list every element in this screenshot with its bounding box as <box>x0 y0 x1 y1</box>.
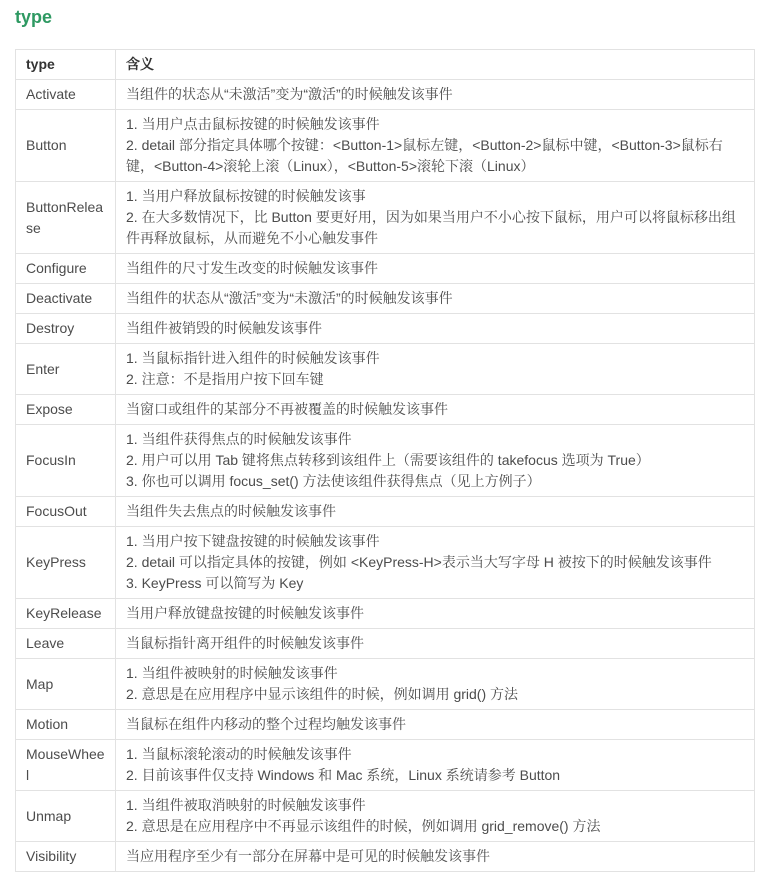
meaning-line: 1. 当组件被映射的时候触发该事件 <box>126 665 338 681</box>
table-row <box>16 80 755 110</box>
event-type-cell: Unmap <box>16 791 116 842</box>
event-type-cell: Configure <box>16 254 116 284</box>
event-meaning-cell <box>116 80 755 110</box>
event-meaning-cell <box>116 344 755 395</box>
table-row <box>16 284 755 314</box>
meaning-line: 当鼠标在组件内移动的整个过程均触发该事件 <box>126 716 406 732</box>
meaning-line: 1. 当用户点击鼠标按键的时候触发该事件 <box>126 116 380 132</box>
meaning-line: 1. 当鼠标指针进入组件的时候触发该事件 <box>126 350 380 366</box>
table-row <box>16 182 755 254</box>
table-row <box>16 344 755 395</box>
event-type-cell: Visibility <box>16 842 116 872</box>
table-row <box>16 497 755 527</box>
table-row <box>16 740 755 791</box>
table-row <box>16 710 755 740</box>
event-meaning-cell <box>116 791 755 842</box>
event-type-cell: Destroy <box>16 314 116 344</box>
table-row <box>16 599 755 629</box>
event-type-cell: KeyRelease <box>16 599 116 629</box>
table-body <box>16 80 755 872</box>
meaning-line: 当鼠标指针离开组件的时候触发该事件 <box>126 635 364 651</box>
meaning-line: 当组件失去焦点的时候触发该事件 <box>126 503 336 519</box>
table-header-row <box>16 50 755 80</box>
meaning-line: 1. 当用户按下键盘按键的时候触发该事件 <box>126 533 380 549</box>
table-row <box>16 254 755 284</box>
event-type-cell: FocusIn <box>16 425 116 497</box>
meaning-line: 当窗口或组件的某部分不再被覆盖的时候触发该事件 <box>126 401 448 417</box>
event-type-cell: ButtonRelease <box>16 182 116 254</box>
column-header-meaning: 含义 <box>116 50 755 80</box>
meaning-line: 2. 在大多数情况下，比 Button 要更好用，因为如果当用户不小心按下鼠标，用户可以将鼠标移出组件再释放鼠标，从而避免不小心触发事件 <box>126 209 736 246</box>
event-type-cell: MouseWheel <box>16 740 116 791</box>
meaning-line: 2. detail 可以指定具体的按键，例如 <KeyPress-H>表示当大写字母 H 被按下的时候触发该事件 <box>126 554 712 570</box>
event-type-cell: Enter <box>16 344 116 395</box>
meaning-line: 3. KeyPress 可以简写为 Key <box>126 575 304 591</box>
meaning-line: 当组件的状态从“激活”变为“未激活”的时候触发该事件 <box>126 290 453 306</box>
event-meaning-cell <box>116 182 755 254</box>
meaning-line: 当应用程序至少有一部分在屏幕中是可见的时候触发该事件 <box>126 848 490 864</box>
event-meaning-cell <box>116 497 755 527</box>
event-meaning-cell <box>116 659 755 710</box>
meaning-line: 2. 目前该事件仅支持 Windows 和 Mac 系统，Linux 系统请参考 Button <box>126 767 561 783</box>
table-row <box>16 527 755 599</box>
meaning-line: 2. 用户可以用 Tab 键将焦点转移到该组件上（需要该组件的 takefocus 选项为 True） <box>126 452 650 468</box>
meaning-line: 当用户释放键盘按键的时候触发该事件 <box>126 605 364 621</box>
meaning-line: 当组件的状态从“未激活”变为“激活”的时候触发该事件 <box>126 86 453 102</box>
table-row <box>16 314 755 344</box>
event-type-cell: Leave <box>16 629 116 659</box>
meaning-line: 当组件被销毁的时候触发该事件 <box>126 320 322 336</box>
event-meaning-cell <box>116 710 755 740</box>
table-row <box>16 395 755 425</box>
meaning-line: 2. 意思是在应用程序中显示该组件的时候，例如调用 grid() 方法 <box>126 686 519 702</box>
table-row <box>16 629 755 659</box>
column-header-type: type <box>16 50 116 80</box>
table-row <box>16 842 755 872</box>
event-type-cell: FocusOut <box>16 497 116 527</box>
event-meaning-cell <box>116 842 755 872</box>
meaning-line: 当组件的尺寸发生改变的时候触发该事件 <box>126 260 378 276</box>
event-type-table <box>15 49 755 872</box>
meaning-line: 2. 意思是在应用程序中不再显示该组件的时候，例如调用 grid_remove() 方法 <box>126 818 601 834</box>
table-row <box>16 791 755 842</box>
event-meaning-cell <box>116 395 755 425</box>
event-meaning-cell <box>116 740 755 791</box>
meaning-line: 1. 当用户释放鼠标按键的时候触发该事 <box>126 188 366 204</box>
meaning-line: 3. 你也可以调用 focus_set() 方法使该组件获得焦点（见上方例子） <box>126 473 541 489</box>
event-type-cell: KeyPress <box>16 527 116 599</box>
meaning-line: 2. 注意：不是指用户按下回车键 <box>126 371 324 387</box>
event-meaning-cell <box>116 599 755 629</box>
table-row <box>16 110 755 182</box>
event-meaning-cell <box>116 110 755 182</box>
event-meaning-cell <box>116 314 755 344</box>
meaning-line: 1. 当鼠标滚轮滚动的时候触发该事件 <box>126 746 352 762</box>
meaning-line: 2. detail 部分指定具体哪个按键：<Button-1>鼠标左键，<Button-2>鼠标中键，<Button-3>鼠标右键，<Button-4>滚轮上滚（Linux），<Button-5>滚轮下滚（Linux） <box>126 137 723 174</box>
event-type-cell: Deactivate <box>16 284 116 314</box>
event-meaning-cell <box>116 527 755 599</box>
meaning-line: 1. 当组件被取消映射的时候触发该事件 <box>126 797 366 813</box>
event-meaning-cell <box>116 425 755 497</box>
event-type-cell: Activate <box>16 80 116 110</box>
event-type-cell: Map <box>16 659 116 710</box>
event-type-cell: Expose <box>16 395 116 425</box>
event-meaning-cell <box>116 284 755 314</box>
page-title: type <box>15 7 53 27</box>
event-type-cell: Button <box>16 110 116 182</box>
table-row <box>16 659 755 710</box>
event-meaning-cell <box>116 629 755 659</box>
table-row <box>16 425 755 497</box>
meaning-line: 1. 当组件获得焦点的时候触发该事件 <box>126 431 352 447</box>
event-type-cell: Motion <box>16 710 116 740</box>
event-meaning-cell <box>116 254 755 284</box>
